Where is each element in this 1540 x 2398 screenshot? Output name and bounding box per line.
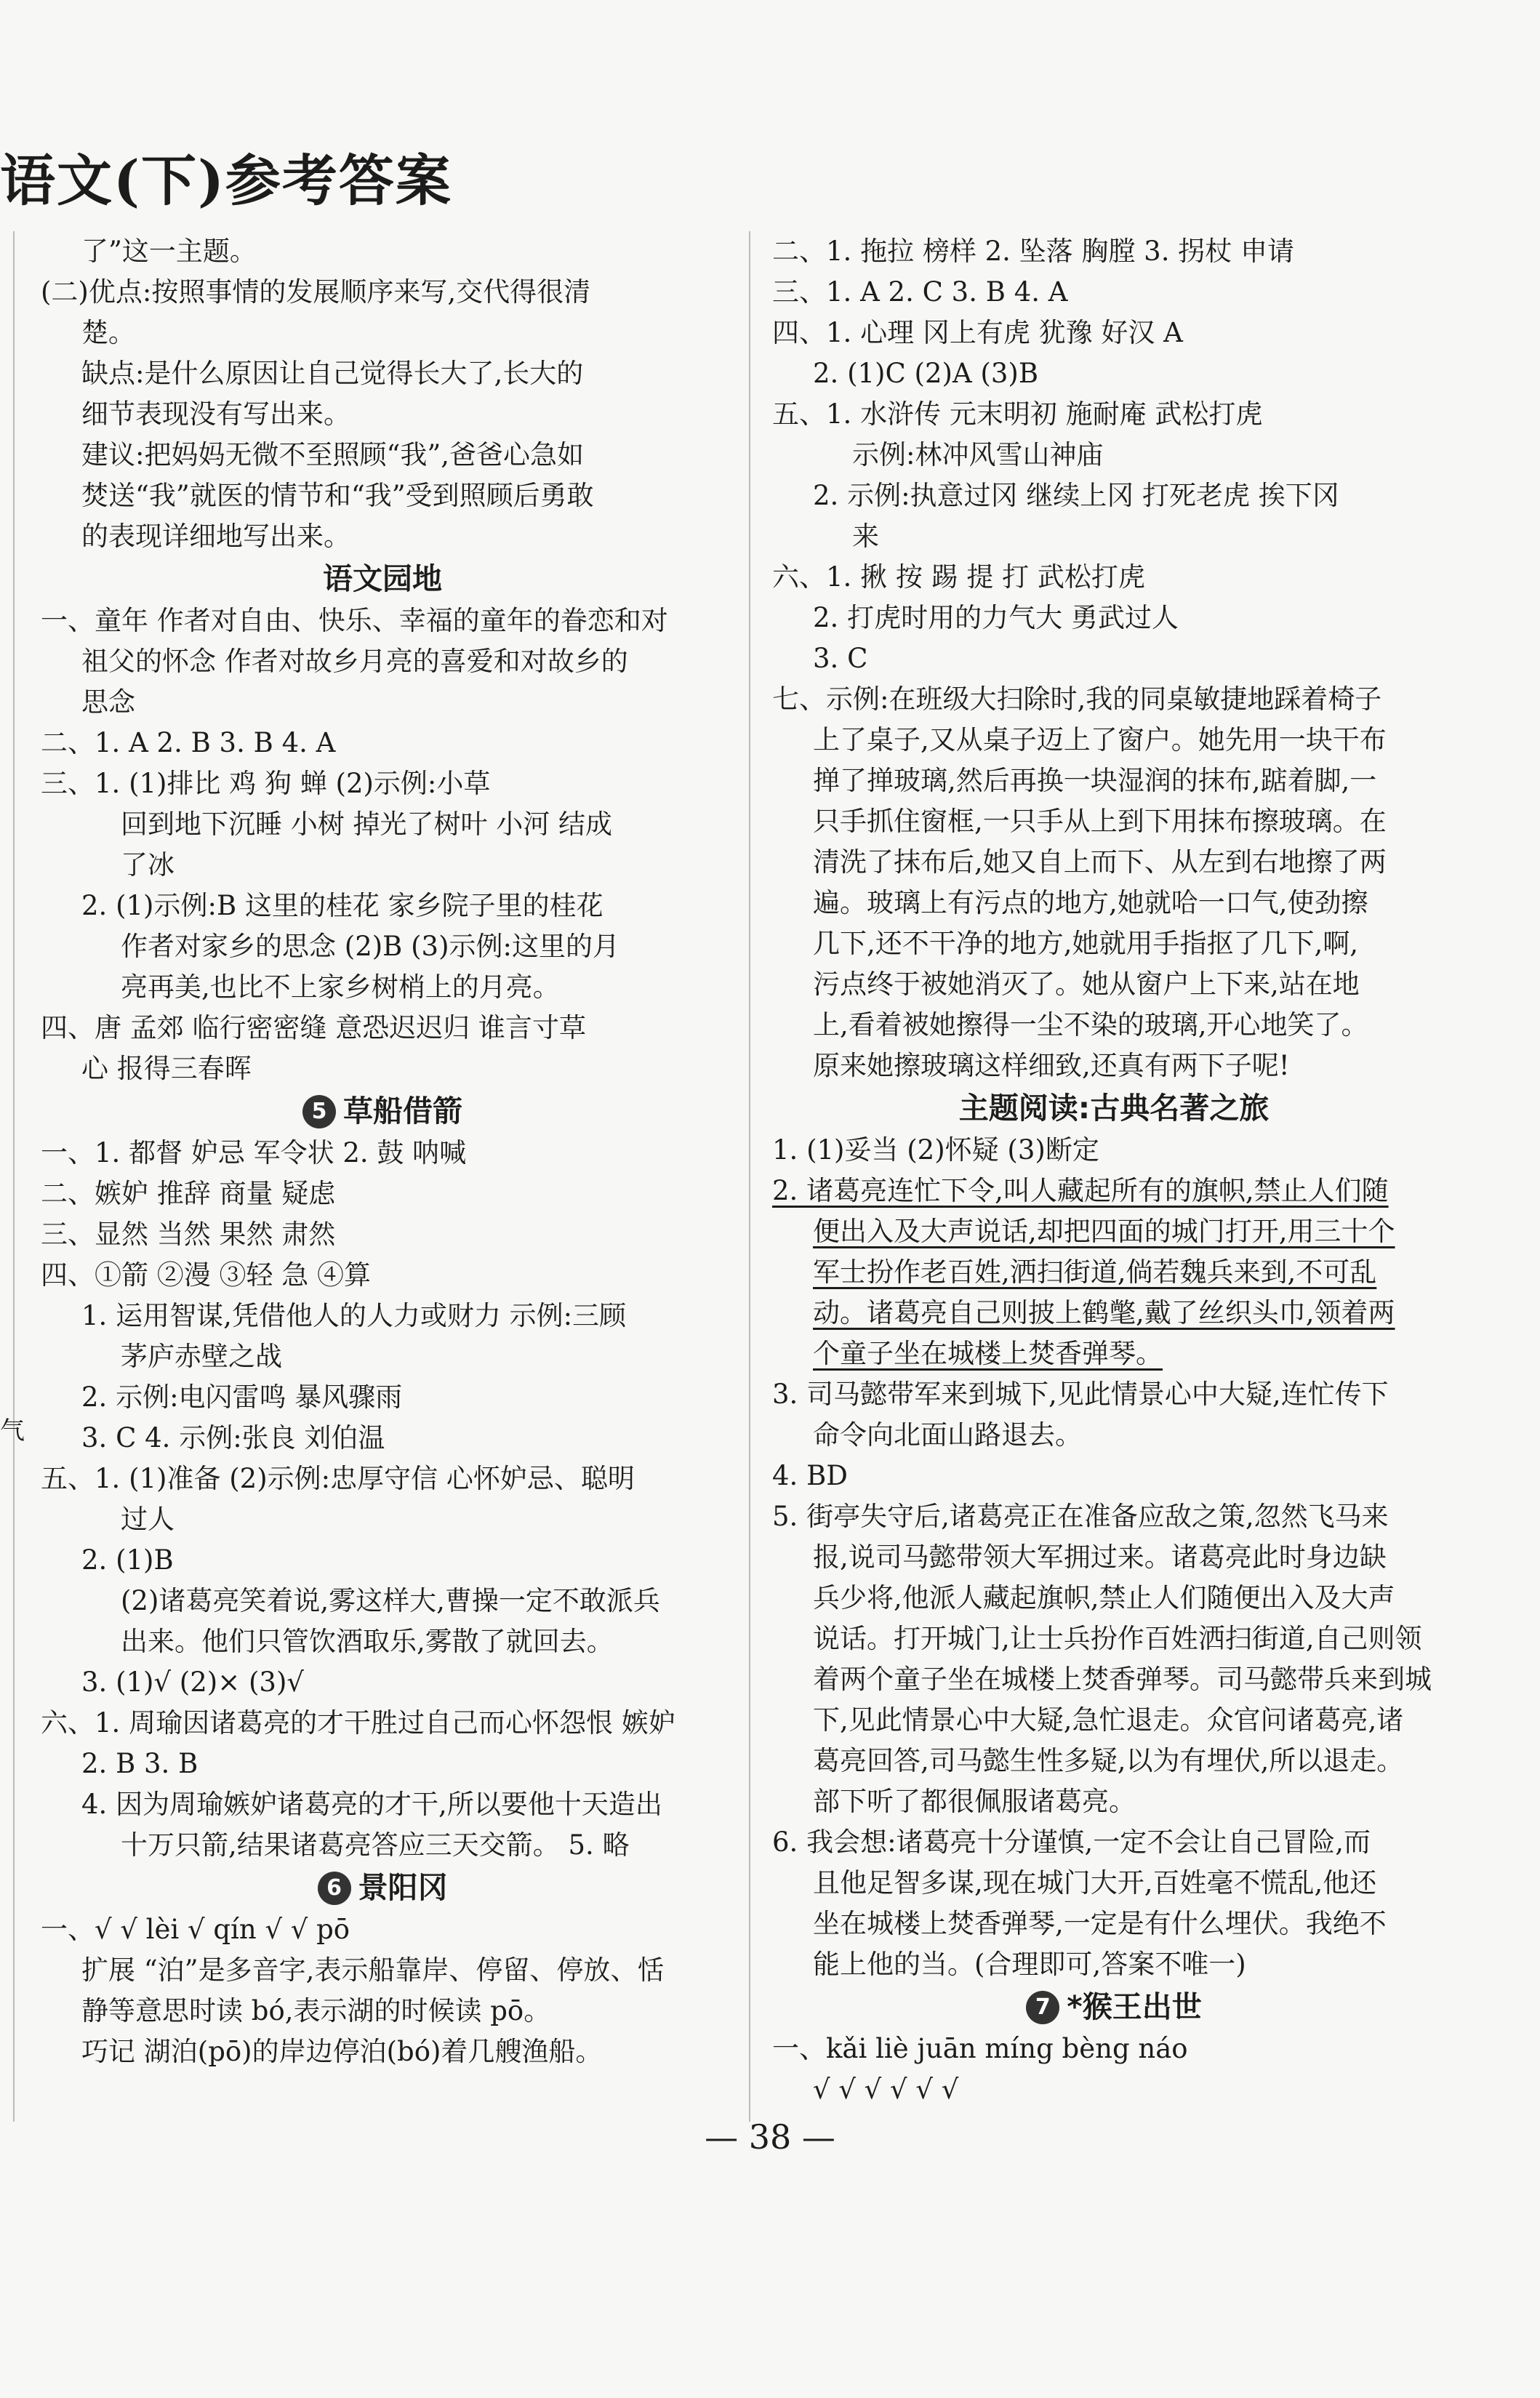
text-line: 2. 示例:执意过冈 继续上冈 打死老虎 挨下冈 — [813, 480, 1339, 511]
text-line: 2. 打虎时用的力气大 勇武过人 — [813, 602, 1179, 633]
text-line: 着两个童子坐在城楼上焚香弹琴。司马懿带兵来到城 — [813, 1664, 1432, 1695]
text-line: 静等意思时读 bó,表示湖的时候读 pō。 — [81, 1995, 551, 2026]
column-rule-middle — [749, 231, 750, 2122]
text-line: 三、1. A 2. C 3. B 4. A — [772, 276, 1068, 308]
text-line: 一、童年 作者对自由、快乐、幸福的童年的眷恋和对 — [41, 605, 668, 636]
text-line: 六、1. 周瑜因诸葛亮的才干胜过自己而心怀怨恨 嫉妒 — [41, 1707, 675, 1739]
text-line: 2. 示例:电闪雷鸣 暴风骤雨 — [81, 1382, 403, 1413]
text-line: 清洗了抹布后,她又自上而下、从左到右地擦了两 — [813, 846, 1387, 878]
text-line: 部下听了都很佩服诸葛亮。 — [813, 1786, 1136, 1817]
text-line: 一、√ √ lèi √ qín √ √ pō — [41, 1914, 350, 1945]
text-line: 报,说司马懿带领大军拥过来。诸葛亮此时身边缺 — [813, 1541, 1387, 1573]
section-heading-yuwen-yuandi: 语文园地 — [323, 561, 442, 596]
text-line: 十万只箭,结果诸葛亮答应三天交箭。 5. 略 — [121, 1829, 630, 1861]
text-line: 建议:把妈妈无微不至照顾“我”,爸爸心急如 — [81, 439, 585, 470]
lesson-number-badge: 5 — [302, 1095, 336, 1128]
text-line: 上,看着被她擦得一尘不染的玻璃,开心地笑了。 — [813, 1009, 1368, 1040]
text-line: 2. (1)示例:B 这里的桂花 家乡院子里的桂花 — [81, 890, 603, 921]
text-line: 6. 我会想:诸葛亮十分谨慎,一定不会让自己冒险,而 — [772, 1826, 1371, 1858]
text-line: 1. 运用智谋,凭借他人的人力或财力 示例:三顾 — [81, 1300, 627, 1331]
text-line: 了冰 — [121, 849, 175, 881]
page-title: 语文(下)参考答案 — [0, 148, 452, 213]
text-line: 2. (1)C (2)A (3)B — [813, 358, 1039, 389]
column-rule-left — [13, 231, 15, 2122]
text-line: 三、1. (1)排比 鸡 狗 蝉 (2)示例:小草 — [41, 768, 491, 799]
text-line: 茅庐赤壁之战 — [121, 1341, 282, 1372]
text-line: 下,见此情景心中大疑,急忙退走。众官问诸葛亮,诸 — [813, 1704, 1404, 1736]
text-line: 四、①箭 ②漫 ③轻 急 ④算 — [41, 1259, 372, 1291]
text-line: 过人 — [121, 1504, 175, 1535]
section-title: 景阳冈 — [358, 1870, 448, 1905]
text-line: 3. 司马懿带军来到城下,见此情景心中大疑,连忙传下 — [772, 1379, 1389, 1410]
text-line: 原来她擦玻璃这样细致,还真有两下子呢! — [813, 1050, 1290, 1081]
page-number: — 38 — — [705, 2117, 835, 2157]
left-column — [41, 231, 724, 2072]
text-line: 只手抓住窗框,一只手从上到下用抹布擦玻璃。在 — [813, 806, 1387, 837]
text-line: 缺点:是什么原因让自己觉得长大了,长大的 — [81, 358, 584, 389]
text-line: 上了桌子,又从桌子迈上了窗户。她先用一块干布 — [813, 724, 1387, 755]
text-line: 2. B 3. B — [81, 1748, 198, 1779]
text-line: 思念 — [81, 686, 135, 718]
lesson-number-badge: 6 — [318, 1872, 351, 1905]
text-line: 回到地下沉睡 小树 掉光了树叶 小河 结成 — [121, 809, 613, 840]
text-line: 细节表现没有写出来。 — [81, 398, 350, 430]
text-line: 一、1. 都督 妒忌 军令状 2. 鼓 呐喊 — [41, 1137, 467, 1168]
right-column — [772, 231, 1456, 2110]
text-line: √ √ √ √ √ √ — [813, 2074, 959, 2105]
text-line: 七、示例:在班级大扫除时,我的同桌敏捷地踩着椅子 — [772, 683, 1382, 715]
text-line: 出来。他们只管饮酒取乐,雾散了就回去。 — [121, 1626, 614, 1657]
section-heading-houwang-chushi — [772, 1985, 1456, 2029]
text-line: 四、唐 孟郊 临行密密缝 意恐迟迟归 谁言寸草 — [41, 1012, 587, 1043]
text-line: 遍。玻璃上有污点的地方,她就哈一口气,使劲擦 — [813, 887, 1368, 918]
section-heading-caochuan-jiejian — [41, 1089, 724, 1133]
text-line: 能上他的当。(合理即可,答案不唯一) — [813, 1949, 1246, 1980]
text-line: 五、1. (1)准备 (2)示例:忠厚守信 心怀妒忌、聪明 — [41, 1463, 635, 1494]
text-line: 命令向北面山路退去。 — [813, 1419, 1082, 1451]
text-line-underlined: 2. 诸葛亮连忙下令,叫人藏起所有的旗帜,禁止人们随 — [772, 1175, 1389, 1206]
margin-note: 气 — [0, 1416, 25, 1445]
text-line: 心 报得三春晖 — [81, 1053, 252, 1084]
section-heading-jingyanggang — [41, 1866, 724, 1909]
text-line: 巧记 湖泊(pō)的岸边停泊(bó)着几艘渔船。 — [81, 2036, 603, 2067]
text-line: 三、显然 当然 果然 肃然 — [41, 1219, 336, 1250]
text-line: (2)诸葛亮笑着说,雾这样大,曹操一定不敢派兵 — [121, 1585, 660, 1616]
text-line: 2. (1)B — [81, 1544, 174, 1576]
text-line: 3. C 4. 示例:张良 刘伯温 — [81, 1422, 385, 1453]
text-line: 作者对家乡的思念 (2)B (3)示例:这里的月 — [121, 931, 619, 962]
text-line: 说话。打开城门,让士兵扮作百姓洒扫街道,自己则领 — [813, 1623, 1422, 1654]
text-line: 几下,还不干净的地方,她就用手指抠了几下,啊, — [813, 928, 1359, 959]
text-line: 示例:林冲风雪山神庙 — [852, 439, 1104, 470]
text-line: 污点终于被她消灭了。她从窗户上下来,站在地 — [813, 969, 1360, 1000]
text-line: 4. BD — [772, 1460, 848, 1491]
text-line: 坐在城楼上焚香弹琴,一定是有什么埋伏。我绝不 — [813, 1908, 1387, 1939]
text-line: 一、kǎi liè juān míng bèng náo — [772, 2033, 1188, 2064]
text-line: 六、1. 揪 按 踢 提 打 武松打虎 — [772, 561, 1145, 593]
text-line: 二、1. A 2. B 3. B 4. A — [41, 727, 336, 758]
text-line: 二、1. 拖拉 榜样 2. 坠落 胸膛 3. 拐杖 申请 — [772, 236, 1294, 267]
text-line: 楚。 — [81, 317, 135, 348]
text-line: 五、1. 水浒传 元末明初 施耐庵 武松打虎 — [772, 398, 1263, 430]
section-title: 草船借箭 — [343, 1094, 462, 1128]
text-line: 扩展 “泊”是多音字,表示船靠岸、停留、停放、恬 — [81, 1954, 665, 1986]
text-line-underlined: 动。诸葛亮自己则披上鹤氅,戴了丝织头巾,领着两 — [813, 1297, 1395, 1328]
text-line: 且他足智多谋,现在城门大开,百姓毫不慌乱,他还 — [813, 1867, 1377, 1898]
text-line-underlined: 军士扮作老百姓,洒扫街道,倘若魏兵来到,不可乱 — [813, 1256, 1377, 1288]
text-line: 4. 因为周瑜嫉妒诸葛亮的才干,所以要他十天造出 — [81, 1789, 662, 1820]
text-line: 1. (1)妥当 (2)怀疑 (3)断定 — [772, 1134, 1099, 1166]
text-line-underlined: 便出入及大声说话,却把四面的城门打开,用三十个 — [813, 1216, 1395, 1247]
text-line: 焚送“我”就医的情节和“我”受到照顾后勇敢 — [81, 480, 594, 511]
text-line: 葛亮回答,司马懿生性多疑,以为有埋伏,所以退走。 — [813, 1745, 1404, 1776]
lesson-number-badge: 7 — [1026, 1991, 1059, 2024]
text-line: 了”这一主题。 — [81, 236, 257, 267]
section-title: *猴王出世 — [1067, 1989, 1202, 2024]
text-line: 3. C — [813, 643, 868, 674]
text-line: 的表现详细地写出来。 — [81, 521, 350, 552]
text-line: 掸了掸玻璃,然后再换一块湿润的抹布,踮着脚,一 — [813, 765, 1377, 796]
text-line: 来 — [852, 521, 879, 552]
text-line: 5. 街亭失守后,诸葛亮正在准备应敌之策,忽然飞马来 — [772, 1501, 1389, 1532]
text-line: (二)优点:按照事情的发展顺序来写,交代得很清 — [41, 276, 591, 308]
text-line: 3. (1)√ (2)× (3)√ — [81, 1667, 304, 1698]
text-line-underlined: 个童子坐在城楼上焚香弹琴。 — [813, 1338, 1163, 1369]
text-line: 亮再美,也比不上家乡树梢上的月亮。 — [121, 971, 560, 1003]
text-line: 祖父的怀念 作者对故乡月亮的喜爱和对故乡的 — [81, 646, 628, 677]
text-line: 四、1. 心理 冈上有虎 犹豫 好汉 A — [772, 317, 1183, 348]
section-heading-theme-reading: 主题阅读:古典名著之旅 — [958, 1091, 1270, 1126]
text-line: 二、嫉妒 推辞 商量 疑虑 — [41, 1178, 336, 1209]
text-line: 兵少将,他派人藏起旗帜,禁止人们随便出入及大声 — [813, 1582, 1395, 1613]
